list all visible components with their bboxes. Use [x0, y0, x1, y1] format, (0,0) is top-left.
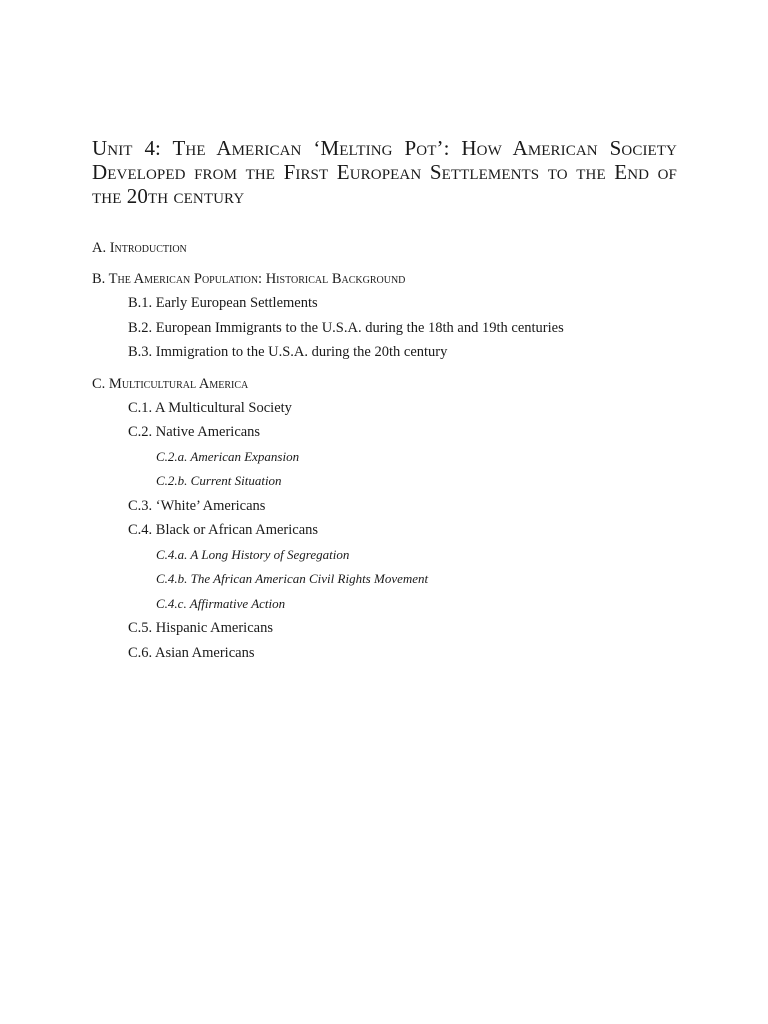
toc-item-c2a: C.2.a. American Expansion: [156, 448, 300, 464]
toc-item-b3: B.3. Immigration to the U.S.A. during the 20th century: [128, 344, 448, 360]
toc-item-c4c: C.4.c. Affirmative Action: [156, 595, 286, 611]
toc-item-c4: C.4. Black or African Americans: [128, 522, 319, 538]
toc-item-c2: C.2. Native Americans: [128, 424, 261, 440]
toc-section-a: A. Introduction: [92, 240, 187, 256]
toc-item-c5: C.5. Hispanic Americans: [128, 620, 273, 636]
toc-item-c2b: C.2.b. Current Situation: [156, 473, 282, 488]
unit-title: Unit 4: The American ‘Melting Pot’: How American Society Developed from the First European Settlements to the End of the 20th century: [92, 136, 677, 208]
toc-item-b1: B.1. Early European Settlements: [128, 295, 318, 311]
table-of-contents: [92, 236, 692, 665]
toc-item-c1: C.1. A Multicultural Society: [128, 399, 292, 416]
toc-section-c: C. Multicultural America: [92, 375, 249, 392]
toc-section-b: B. The American Population: Historical Background: [92, 271, 406, 287]
toc-item-b2: B.2. European Immigrants to the U.S.A. during the 18th and 19th centuries: [128, 319, 564, 336]
toc-item-c3: C.3. ‘White’ Americans: [128, 497, 266, 514]
toc-item-c4b: C.4.b. The African American Civil Rights Movement: [156, 571, 429, 586]
toc-item-c4a: C.4.a. A Long History of Segregation: [156, 546, 350, 562]
toc-item-c6: C.6. Asian Americans: [128, 644, 255, 661]
